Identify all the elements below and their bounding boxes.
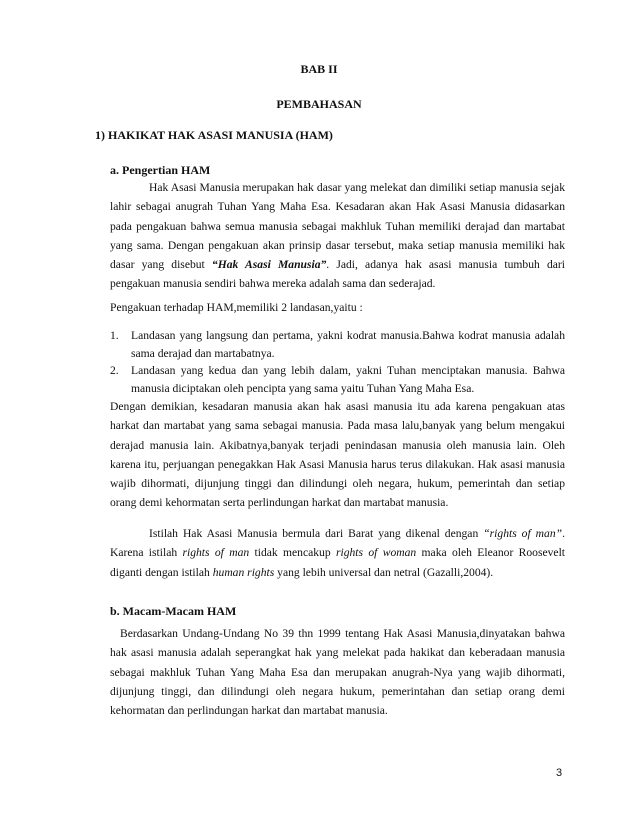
paragraph-text: . Jadi, adanya hak asasi manusia tumbuh dari pengakuan manusia sendiri bahwa mereka adalah sama dan sederajad.	[110, 258, 565, 291]
subsection-a-heading: a. Pengertian HAM	[110, 163, 211, 177]
section-heading: 1) HAKIKAT HAK ASASI MANUSIA (HAM)	[95, 128, 333, 142]
list-number: 2.	[110, 364, 119, 377]
italic-term: rights of woman	[335, 546, 417, 560]
paragraph-term-origin	[110, 524, 565, 582]
list-text: Landasan yang langsung dan pertama, yakni kodrat manusia.Bahwa kodrat manusia adalah sama derajad dan martabatnya.	[131, 329, 565, 360]
italic-term: “rights of man”	[483, 527, 563, 540]
paragraph-text: maka oleh Eleanor Roosevelt diganti dengan istilah	[110, 546, 566, 579]
paragraph-consequence: Dengan demikian, kesadaran manusia akan hak asasi manusia itu ada karena pengakuan atas harkat dan martabat yang sama sebagai manusia. Pada masa lalu,banyak yang belum mengakui derajad manusia lain. Akibatnya,banyak terjadi penindasan manusia oleh manusia lain. Oleh karena itu, perjuangan penegakkan Hak Asasi Manusia harus terus dilakukan. Hak asasi manusia wajib dihormati, dijunjung tinggi dan dilindungi oleh negara, hukum, pemerintah dan setiap orang demi kehormatan serta perlindungan harkat dan martabat manusia.	[110, 400, 565, 510]
paragraph-text: Istilah Hak Asasi Manusia bermula dari Barat yang dikenal dengan	[149, 527, 484, 540]
list-text: Landasan yang kedua dan yang lebih dalam, yakni Tuhan menciptakan manusia. Bahwa manusia diciptakan oleh pencipta yang sama yaitu Tuhan Yang Maha Esa.	[131, 364, 565, 395]
paragraph-text: Hak Asasi Manusia merupakan hak dasar yang melekat dan dimiliki setiap manusia sejak lahir sebagai anugrah Tuhan Yang Maha Esa. Kesadaran akan Hak Asasi Manusia didasarkan pada pengakuan bahwa semua manusia sebagai makhluk Tuhan memiliki derajad dan martabat yang sama. Dengan pengakuan akan prinsip dasar tersebut, maka setiap manusia memiliki hak dasar yang disebut	[110, 181, 565, 272]
italic-term: human rights	[212, 565, 275, 579]
list-item	[110, 362, 565, 397]
foundations-list	[110, 327, 565, 397]
paragraph-foundations-intro: Pengakuan terhadap HAM,memiliki 2 landasan,yaitu :	[110, 301, 363, 314]
paragraph-types: Berdasarkan Undang-Undang No 39 thn 1999 tentang Hak Asasi Manusia,dinyatakan bahwa hak asasi manusia adalah seperangkat hak yang melekat pada hakikat dan keberadaan manusia sebagai makhluk Tuhan Yang Maha Esa dan merupakan anugrah-Nya yang wajib dihormati, dijunjung tinggi, dan dilindungi oleh negara hukum, pemerintahan dan setiap orang demi kehormatan dan perlindungan harkat dan martabat manusia.	[110, 627, 565, 718]
subsection-b-heading: b. Macam-Macam HAM	[110, 604, 237, 618]
paragraph-definition	[110, 178, 565, 294]
chapter-title: PEMBAHASAN	[276, 97, 362, 111]
list-item	[110, 327, 565, 362]
key-term: “Hak Asasi Manusia”	[211, 258, 327, 272]
paragraph-text: tidak mencakup	[249, 546, 336, 560]
list-number: 1.	[110, 329, 119, 342]
page-number: 3	[556, 767, 563, 779]
paragraph-text: yang lebih universal dan netral (Gazalli,2004).	[274, 565, 494, 579]
italic-term: rights of man	[182, 546, 250, 560]
chapter-label: BAB II	[300, 62, 338, 76]
paragraph-text: . Karena istilah	[110, 527, 565, 560]
